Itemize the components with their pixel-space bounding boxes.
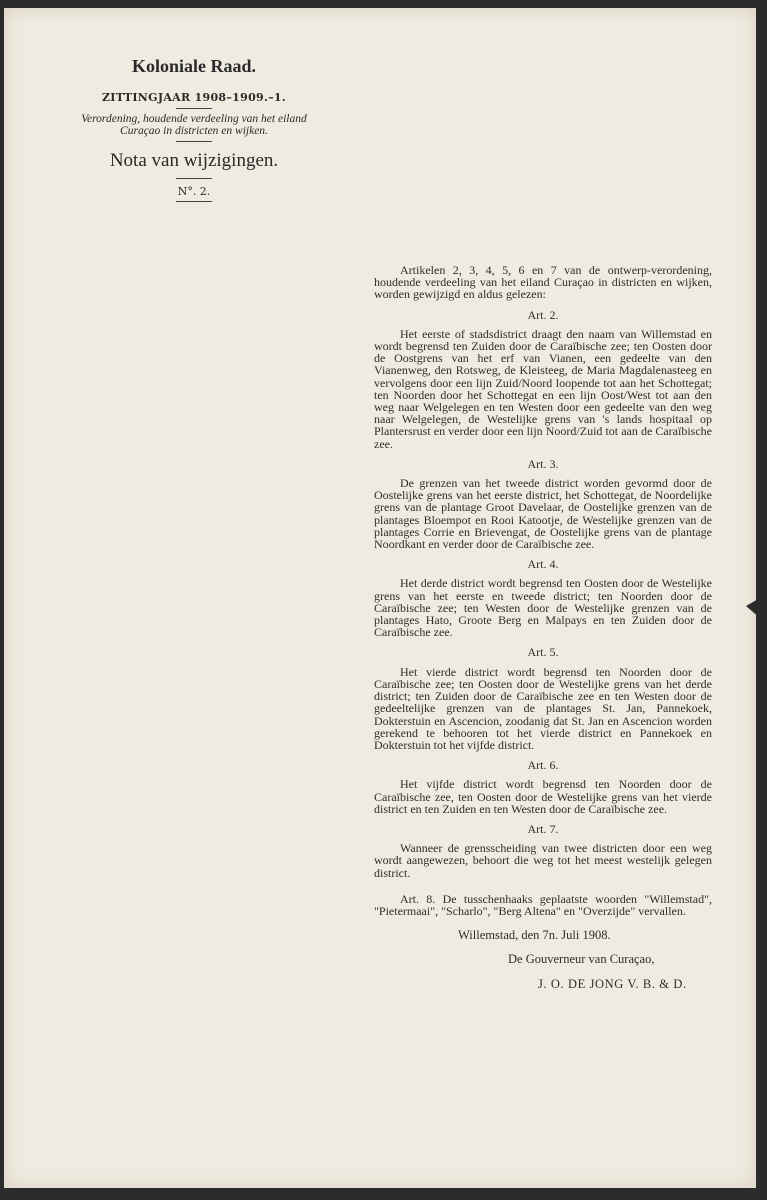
article-heading: Art. 5.	[527, 645, 559, 660]
article-8-paragraph: Art. 8. De tusschenhaaks geplaatste woorden "Willemstad", "Pietermaai", "Scharlo", "Berg Altena" en "Overzijde" vervallen.	[374, 891, 712, 918]
document-body	[374, 264, 712, 990]
divider	[176, 108, 212, 109]
article-text: Het vijfde district wordt begrensd ten Noorden door de Caraïbische zee, ten Oosten door de Westelijke grens van het vierde district en ten Zuiden en ten Westen door de Caraïbische zee.	[374, 777, 712, 816]
divider	[176, 141, 212, 142]
divider	[176, 201, 212, 202]
article-heading: Art. 2.	[527, 307, 559, 322]
council-title: Koloniale Raad.	[131, 56, 256, 76]
article-text: Wanneer de grensscheiding van twee districten door een weg wordt aangewezen, behoort die weg tot het meest westelijk gelegen district.	[374, 841, 712, 880]
signature-block	[374, 929, 712, 990]
article-text: De grenzen van het tweede district worden gevormd door de Oostelijke grens van het eerste district, het Schottegat, de Noordelijke grens van de plantage Groot Davelaar, de Oostelijke grenzen van de plantages Bloempot en Rooi Katootje, de Westelijke grenzen van de plantages Corrie en Brievengat, de Oostelijke grens van de plantage Noordkant en verder door de Caraïbische zee.	[374, 476, 712, 552]
intro-paragraph: Artikelen 2, 3, 4, 5, 6 en 7 van de ontwerp-verordening, houdende verdeeling van het eiland Curaçao in districten en wijken, worden gewijzigd en aldus gelezen:	[374, 263, 712, 302]
document-number: N°. 2.	[177, 185, 211, 198]
article-text: Het eerste of stadsdistrict draagt den naam van Willemstad en wordt begrensd ten Zuiden door de Caraïbische zee; ten Oosten door de Oostgrens van het erf van Vianen, een gedeelte van den Vianenweg, den Rotsweg, de Kleisteeg, de Maria Magdalenasteeg en vervolgens door een lijn Zuid/Noord loopende tot aan het Schottegat; ten Noorden door het Schottegat en een lijn Oost/West tot aan den weg naar Welgelegen en ten Westen door een gedeelte van den weg naar Welgelegen, de Westelijke grens van 's lands hospitaal op Plantersrust en verder door een lijn Noord/Zuid tot aan de Caraïbische zee.	[374, 326, 712, 451]
document-header	[76, 56, 312, 205]
article-heading: Art. 3.	[527, 456, 559, 471]
article-heading: Art. 6.	[527, 758, 559, 773]
article-heading: Art. 4.	[527, 557, 559, 572]
divider	[176, 178, 212, 179]
signature-title: De Gouverneur van Curaçao,	[508, 952, 655, 967]
article-text: Het derde district wordt begrensd ten Oosten door de Westelijke grens van het eerste en tweede district; ten Noorden door de Caraïbische zee; ten Westen door de Westelijke grenzen van de plantages Hato, Groote Berg en Malpays en ten Zuiden door de Caraïbische zee.	[374, 576, 712, 640]
article-text: Het vierde district wordt begrensd ten Noorden door de Caraïbische zee; ten Oosten door de Westelijke grens van het derde district; ten Zuiden door de Caraïbische zee en ten Westen door de gedeeltelijke grenzen van de plantages St. Jan, Pannekoek, Dokterstuin en Ascencion, zoodanig dat St. Jan en Ascencion worden gerekend te behooren tot het vierde district en Pannekoek en Dokterstuin tot het vijfde district.	[374, 664, 712, 752]
signature-name: J. O. DE JONG V. B. & D.	[538, 976, 687, 991]
signature-date: Willemstad, den 7n. Juli 1908.	[458, 928, 611, 943]
article-heading: Art. 7.	[527, 821, 559, 836]
subject-line: Verordening, houdende verdeeling van het eiland Curaçao in districten en wijken.	[81, 113, 307, 137]
torn-edge	[740, 598, 760, 618]
document-page	[4, 8, 756, 1188]
nota-title: Nota van wijzigingen.	[109, 150, 279, 171]
session-year: ZITTINGJAAR 1908–1909.–1.	[101, 91, 287, 104]
